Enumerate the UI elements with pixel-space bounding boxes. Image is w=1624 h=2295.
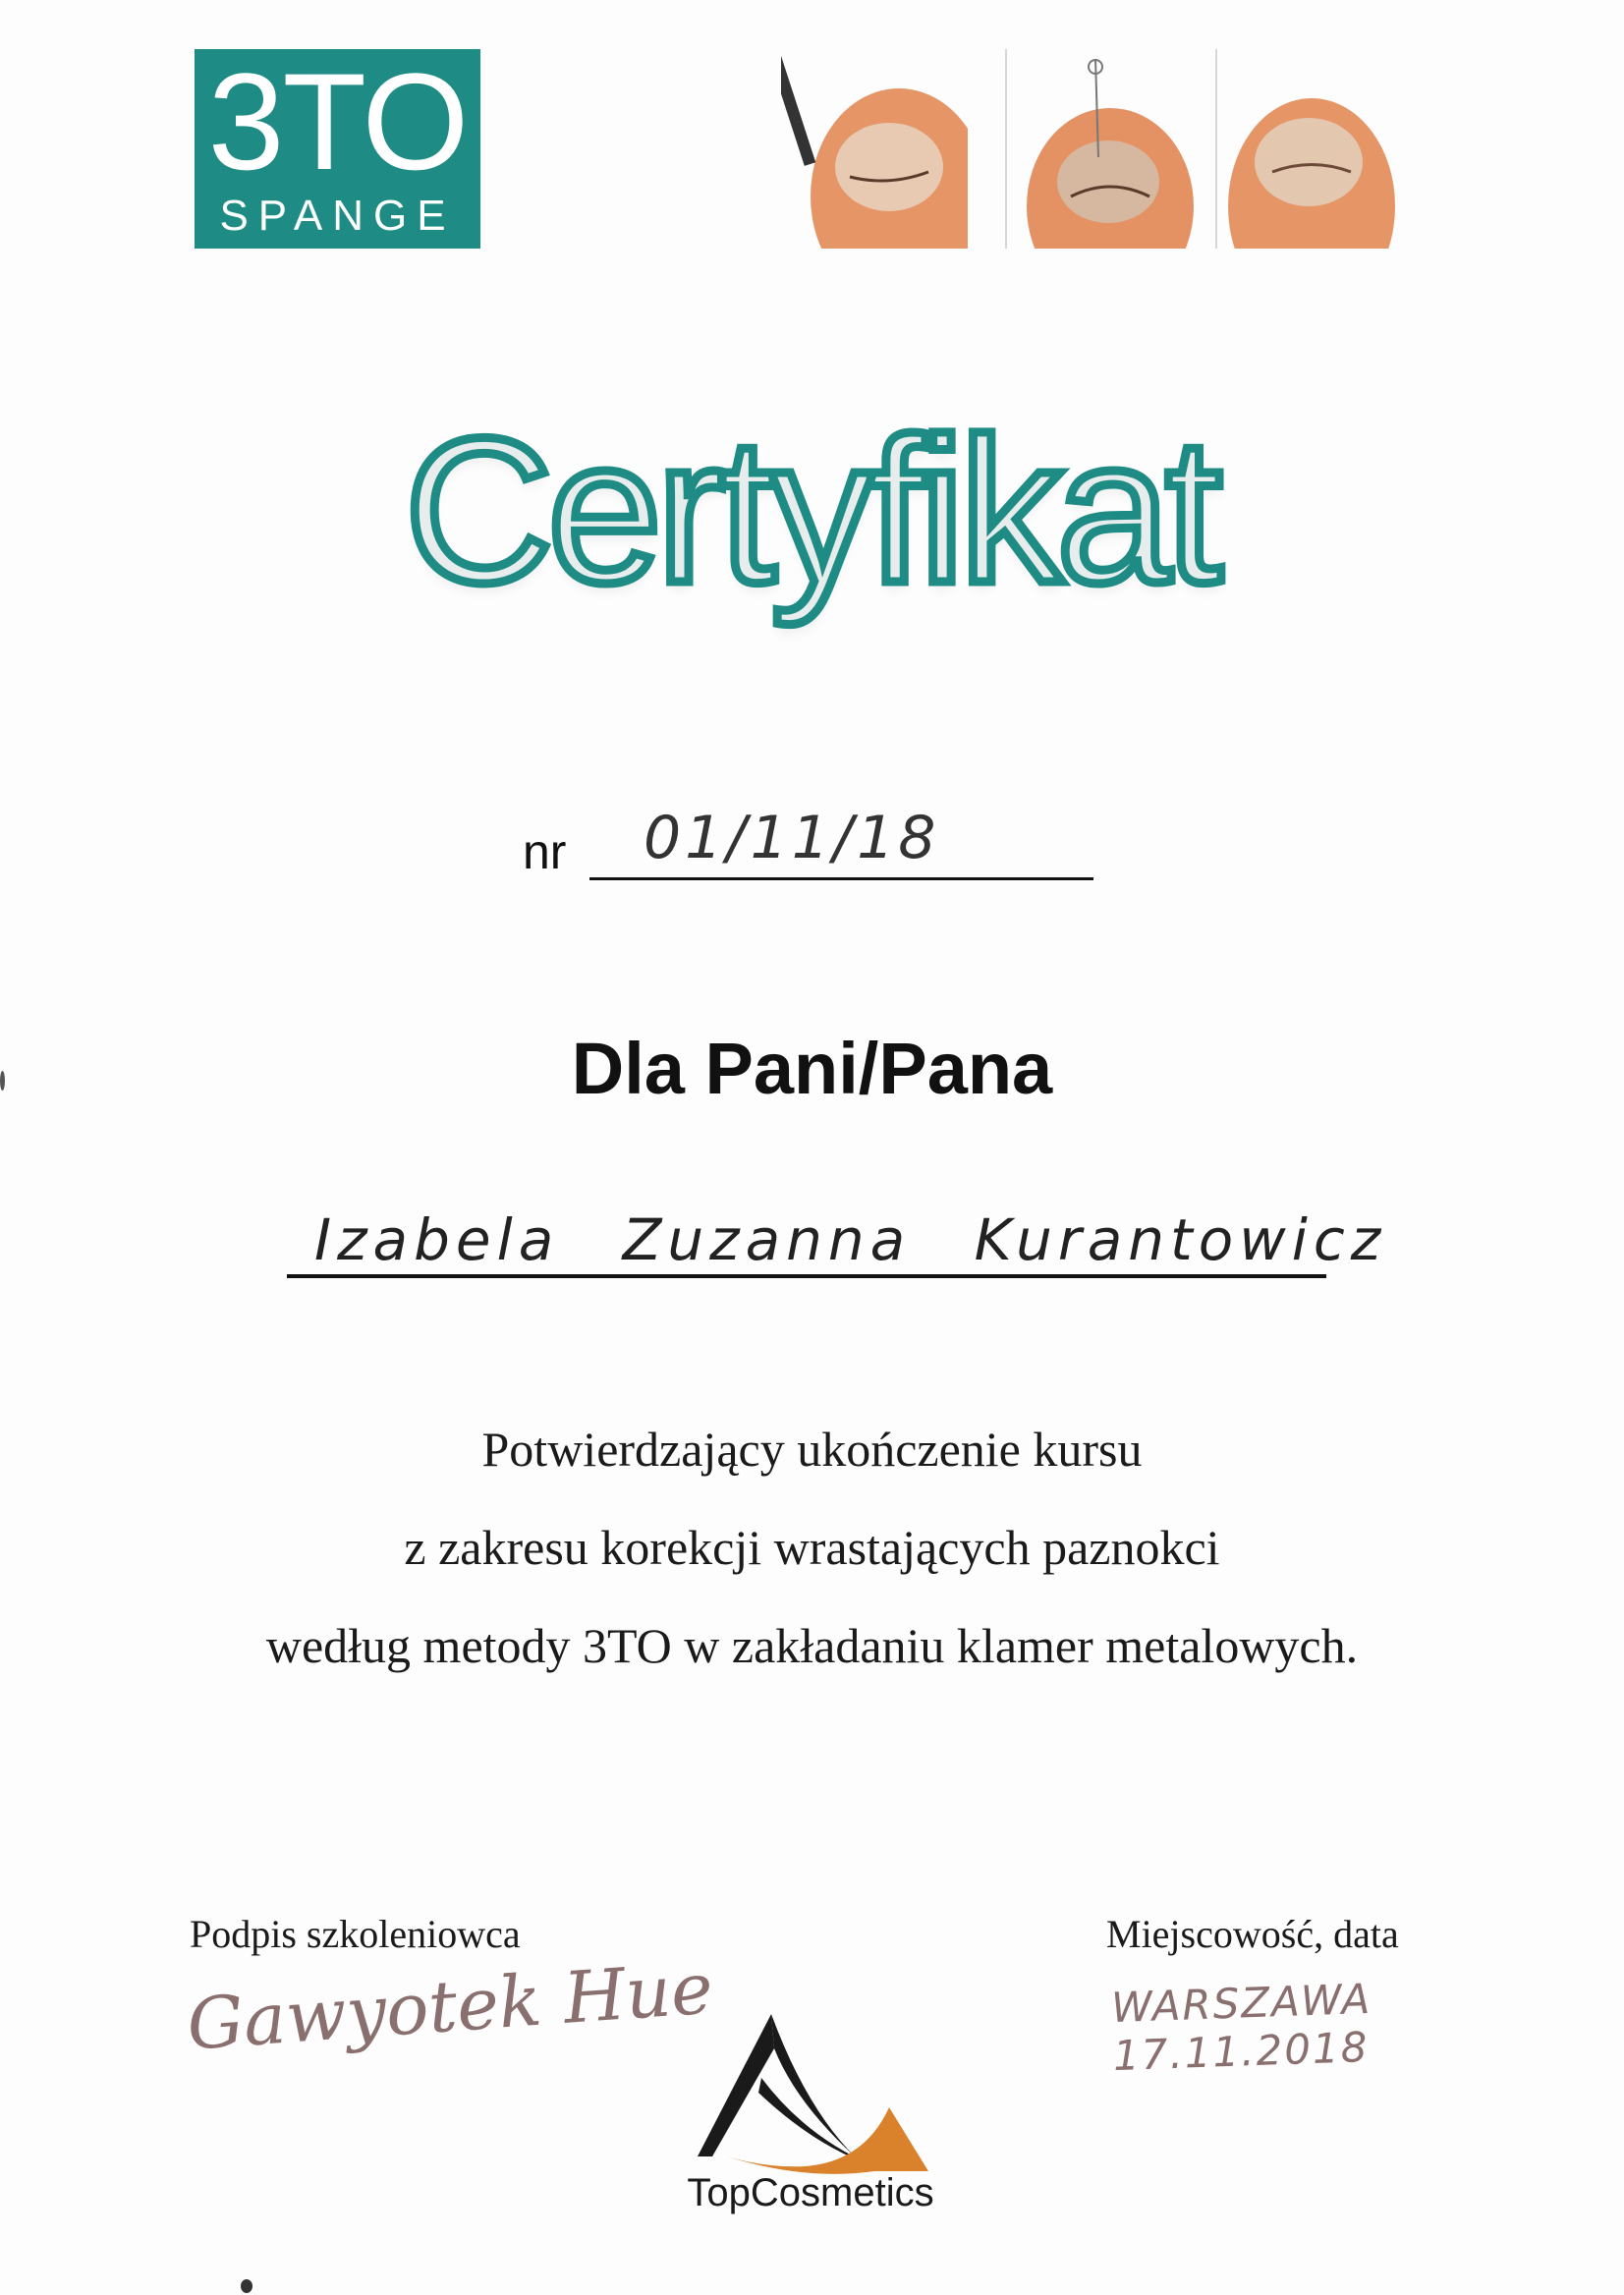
name-underline bbox=[287, 1274, 1326, 1278]
photo-divider bbox=[1215, 49, 1217, 249]
toe-photo-3 bbox=[1228, 49, 1395, 249]
certificate-title: Certyfikat bbox=[404, 395, 1217, 626]
photo-divider bbox=[1005, 49, 1007, 249]
body-line-3: według metody 3TO w zakładaniu klamer metalowych. bbox=[265, 1618, 1359, 1673]
number-label: nr bbox=[523, 824, 567, 879]
handwritten-place-date: WARSZAWA 17.11.2018 bbox=[1110, 1974, 1372, 2081]
toe-photo-2 bbox=[1022, 49, 1199, 249]
recipient-heading: Dla Pani/Pana bbox=[571, 1028, 1053, 1109]
topcosmetics-name: TopCosmetics bbox=[687, 2171, 934, 2214]
body-line-1: Potwierdzający ukończenie kursu bbox=[481, 1422, 1143, 1477]
3to-spange-logo bbox=[195, 44, 480, 249]
logo-main-text: 3TO bbox=[207, 44, 468, 198]
logo-sub-text: SPANGE bbox=[219, 192, 456, 240]
place-date-label: Miejscowość, data bbox=[1106, 1912, 1399, 1956]
signature-label: Podpis szkoleniowca bbox=[190, 1912, 521, 1956]
recipient-name: Izabela Zuzanna Kurantowicz bbox=[314, 1206, 1387, 1273]
number-underline bbox=[589, 877, 1093, 880]
toe-photo-1 bbox=[781, 49, 968, 249]
scan-speck bbox=[241, 2279, 252, 2293]
body-line-2: z zakresu korekcji wrastających paznokci bbox=[404, 1520, 1220, 1575]
scan-speck bbox=[0, 1071, 5, 1091]
handwritten-signature: Gawyotek Hue bbox=[184, 1946, 716, 2066]
certificate-number: 01/11/18 bbox=[644, 804, 940, 872]
